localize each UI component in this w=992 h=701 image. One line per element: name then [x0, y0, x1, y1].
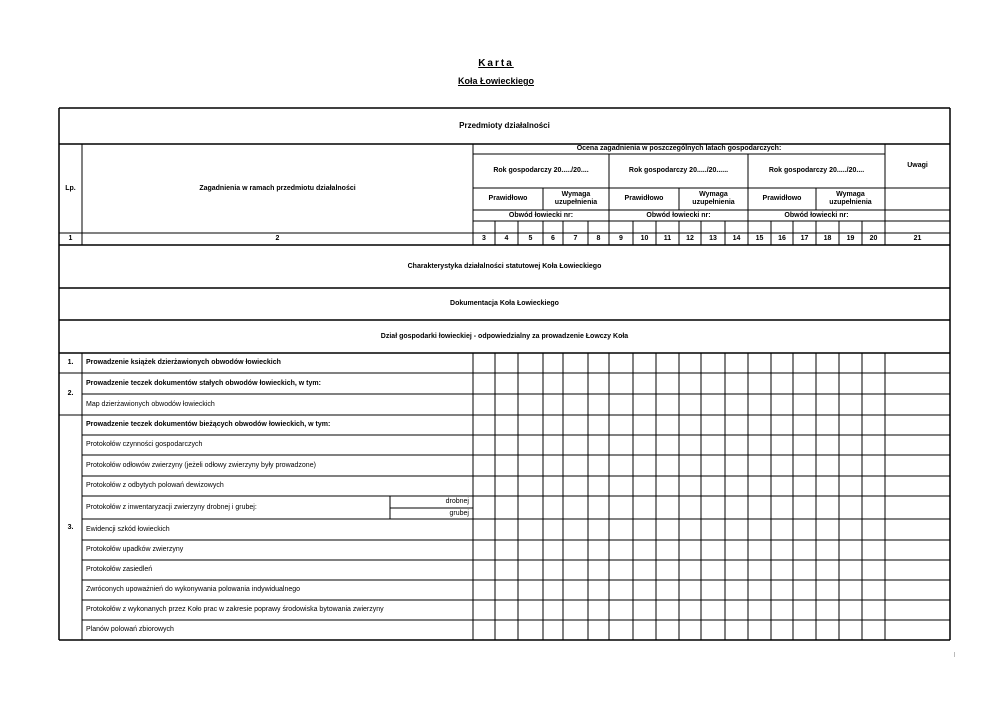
- row-text: Ewidencji szkód łowieckich: [86, 525, 170, 533]
- prawidlowo-header: Prawidłowo: [488, 195, 528, 202]
- section-title: Charakterystyka działalności statutowej Koła Łowieckiego: [407, 262, 602, 270]
- column-number: 4: [504, 235, 509, 242]
- column-number: 19: [846, 235, 855, 242]
- page-title: Karta: [478, 58, 514, 69]
- column-number: 2: [275, 235, 280, 242]
- row-text: Prowadzenie teczek dokumentów bieżących obwodów łowieckich, w tym:: [86, 421, 331, 428]
- row-subtext: grubej: [449, 509, 469, 517]
- row-text: Map dzierżawionych obwodów łowieckich: [86, 400, 215, 408]
- column-number: 3: [482, 235, 486, 242]
- column-number: 9: [619, 235, 623, 242]
- prawidlowo-header: Prawidłowo: [624, 195, 664, 202]
- obwod-header: Obwód łowiecki nr:: [784, 211, 849, 219]
- uwagi-header: Uwagi: [907, 162, 928, 169]
- column-number: 6: [551, 235, 555, 242]
- column-number: 18: [823, 235, 832, 242]
- column-number: 17: [800, 235, 809, 242]
- column-number: 11: [663, 235, 672, 242]
- section-header-przedmioty: Przedmioty działalności: [459, 121, 550, 130]
- year-header: Rok gospodarczy 20...../20....: [768, 167, 865, 174]
- row-text: Protokołów z wykonanych przez Koło prac w zakresie poprawy środowiska bytowania zwierzyny: [86, 606, 384, 613]
- column-number: 7: [573, 235, 578, 242]
- row-text: Protokołów z inwentaryzacji zwierzyny drobnej i grubej:: [86, 503, 257, 511]
- column-number: 20: [869, 235, 878, 242]
- lp-cell: 2.: [67, 390, 74, 397]
- row-text: Zwróconych upoważnień do wykonywania polowania indywidualnego: [86, 586, 301, 593]
- wymaga-header: Wymaga uzupełnienia: [829, 191, 872, 206]
- column-number: 8: [596, 235, 601, 242]
- column-number: 1: [68, 235, 73, 242]
- lp-cell: 1.: [67, 359, 74, 366]
- column-number: 12: [686, 235, 694, 242]
- row-text: Protokołów odłowów zwierzyny (jeżeli odłowy zwierzyny były prowadzone): [86, 461, 316, 469]
- column-number: 21: [913, 235, 922, 242]
- column-number: 16: [778, 235, 786, 242]
- page-subtitle: Koła Łowieckiego: [457, 76, 535, 86]
- row-text: Protokołów upadków zwierzyny: [86, 546, 184, 553]
- obwod-header: Obwód łowiecki nr:: [646, 211, 711, 219]
- page-edge-mark: [954, 652, 955, 657]
- section-title: Dokumentacja Koła Łowieckiego: [450, 300, 559, 307]
- section-title: Dział gospodarki łowieckiej - odpowiedzialny za prowadzenie Łowczy Koła: [380, 332, 629, 340]
- ocena-header: Ocena zagadnienia w poszczególnych latach gospodarczych:: [576, 145, 782, 152]
- row-text: Protokołów zasiedleń: [86, 566, 153, 573]
- year-header: Rok gospodarczy 20...../20....: [493, 167, 589, 174]
- prawidlowo-header: Prawidłowo: [762, 195, 802, 202]
- column-number: 5: [528, 235, 533, 242]
- row-subtext: drobnej: [445, 498, 469, 505]
- wymaga-header: Wymaga uzupełnienia: [692, 191, 735, 206]
- lp-header: Lp.: [65, 184, 76, 192]
- column-number: 14: [732, 235, 741, 242]
- row-text: Planów polowań zbiorowych: [86, 626, 174, 633]
- row-text: Protokołów czynności gospodarczych: [86, 441, 203, 448]
- obwod-header: Obwód łowiecki nr:: [508, 211, 574, 219]
- row-text: Prowadzenie książek dzierżawionych obwodów łowieckich: [86, 359, 281, 366]
- lp-cell: 3.: [67, 523, 74, 531]
- row-text: Prowadzenie teczek dokumentów stałych obwodów łowieckich, w tym:: [86, 379, 321, 387]
- zagadnienia-header: Zagadnienia w ramach przedmiotu działalności: [199, 184, 356, 192]
- row-text: Protokołów z odbytych polowań dewizowych: [86, 482, 224, 489]
- column-number: 10: [640, 235, 649, 242]
- column-number: 13: [709, 235, 717, 242]
- wymaga-header: Wymaga uzupełnienia: [554, 191, 598, 206]
- year-header: Rok gospodarczy 20...../20......: [628, 167, 729, 174]
- column-number: 15: [755, 235, 764, 242]
